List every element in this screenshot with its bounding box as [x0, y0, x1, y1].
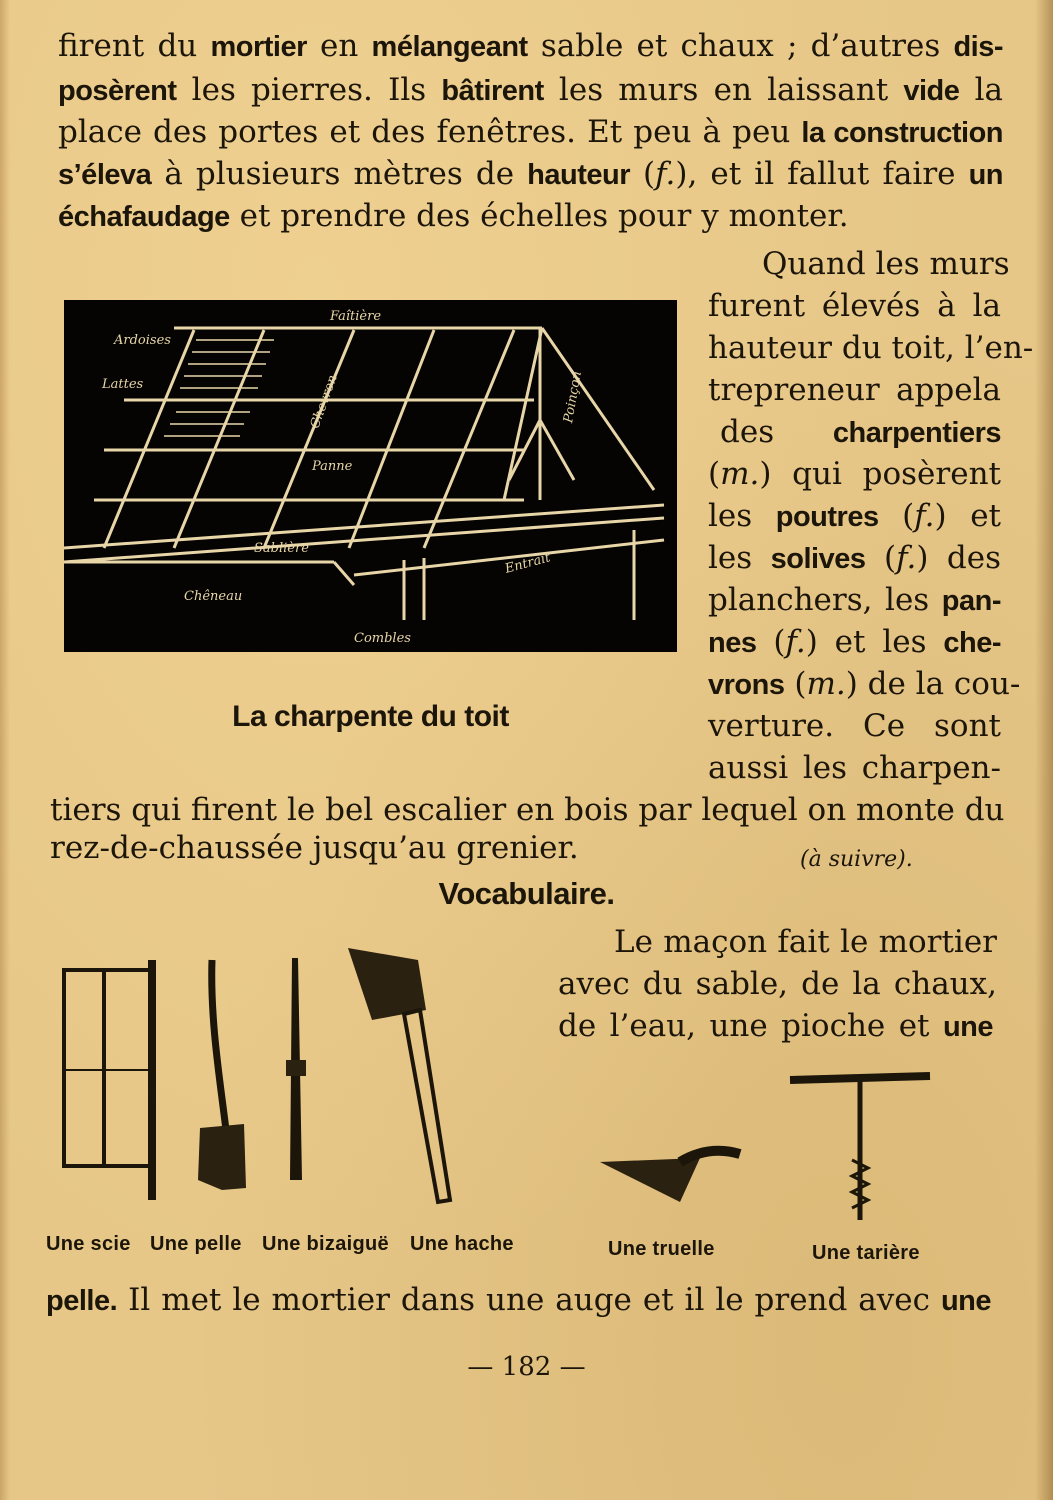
tool-label-bisaigue: Une bizaiguë	[262, 1233, 389, 1255]
text-line: vrons (m.) de la cou-	[708, 666, 1021, 702]
text-line: des charpentiers	[720, 414, 1001, 450]
label-cheneau: Chêneau	[184, 589, 243, 604]
tool-label-saw: Une scie	[46, 1233, 131, 1255]
label-chevron: Chevron	[307, 373, 341, 431]
axe-icon	[348, 948, 450, 1202]
tool-label-shovel: Une pelle	[150, 1233, 242, 1255]
text-line: (m.) qui posèrent	[708, 456, 1001, 492]
text-line: trepreneur appela	[708, 372, 1001, 408]
tool-label-trowel: Une truelle	[608, 1238, 715, 1260]
text-line: hauteur du toit, l’en-	[708, 330, 1034, 366]
text-line: de l’eau, une pioche et une	[558, 1008, 993, 1044]
page-edge-left	[0, 0, 10, 1500]
text-line: les solives (f.) des	[708, 540, 1002, 576]
saw-icon	[64, 960, 154, 1200]
figure-caption: La charpente du toit	[232, 700, 509, 733]
text-line: s’éleva à plusieurs mètres de hauteur (f.), et il fallut faire un	[58, 156, 1003, 192]
text-line: aussi les charpen-	[708, 750, 1001, 786]
shovel-icon	[198, 960, 246, 1190]
label-panne: Panne	[312, 459, 353, 474]
text-line: furent élevés à la	[708, 288, 1001, 324]
text-line: Le maçon fait le mortier	[614, 924, 997, 960]
continued-note: (à suivre).	[800, 847, 913, 872]
label-sabliere: Sablière	[254, 541, 309, 556]
text-line: pelle. Il met le mortier dans une auge et il le prend avec une	[46, 1282, 991, 1318]
label-ardoises: Ardoises	[114, 333, 171, 348]
label-faitiere: Faîtière	[330, 309, 382, 324]
text-line: place des portes et des fenêtres. Et peu à peu la construction	[58, 114, 1004, 150]
label-combles: Combles	[354, 631, 411, 646]
text-line: rez-de-chaussée jusqu’au grenier.	[50, 830, 579, 866]
page-number: — 182 —	[467, 1352, 586, 1382]
label-lattes: Lattes	[102, 377, 144, 392]
roof-framework-figure	[64, 300, 677, 652]
label-entrait: Entrait	[503, 550, 553, 577]
text-line: avec du sable, de la chaux,	[558, 966, 997, 1002]
text-line: posèrent les pierres. Ils bâtirent les murs en laissant vide la	[58, 72, 1003, 108]
vocabulary-title: Vocabulaire.	[438, 876, 615, 911]
auger-icon	[790, 1076, 930, 1220]
text-line: verture. Ce sont	[708, 708, 1001, 744]
text-line: Quand les murs	[762, 246, 1010, 282]
tool-label-axe: Une hache	[410, 1233, 514, 1255]
text-line: tiers qui firent le bel escalier en bois par lequel on monte du	[50, 792, 1005, 828]
trowel-icon	[600, 1151, 740, 1202]
text-line: échafaudage et prendre des échelles pour y monter.	[58, 198, 849, 234]
tools-illustration	[40, 940, 1000, 1240]
text-line: firent du mortier en mélangeant sable et chaux ; d’autres dis-	[58, 28, 1003, 64]
text-line: nes (f.) et les che-	[708, 624, 1001, 660]
page-edge-right	[1035, 0, 1053, 1500]
bisaigue-icon	[286, 958, 306, 1180]
text-line: planchers, les pan-	[708, 582, 1001, 618]
tool-label-auger: Une tarière	[812, 1242, 920, 1264]
label-poincon: Poinçon	[561, 370, 585, 425]
text-line: les poutres (f.) et	[708, 498, 1001, 534]
